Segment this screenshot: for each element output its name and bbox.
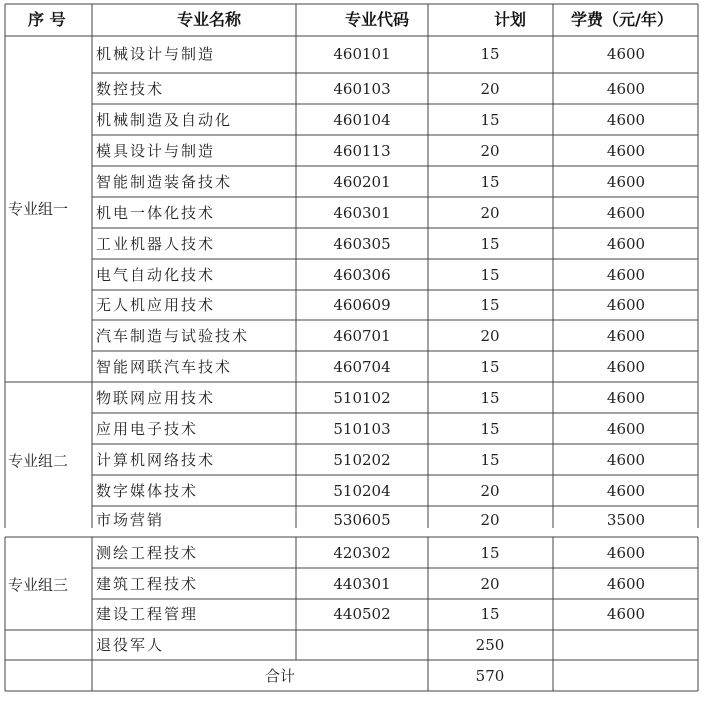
major-fee: 4600 (606, 296, 646, 314)
major-plan: 15 (480, 296, 500, 314)
major-plan: 15 (480, 266, 500, 284)
total-label: 合计 (264, 667, 296, 685)
major-code: 460701 (333, 327, 391, 345)
major-fee: 4600 (606, 327, 646, 345)
major-code: 510202 (333, 451, 391, 469)
header-name: 专业名称 (177, 10, 242, 29)
major-code: 510102 (333, 389, 391, 407)
major-fee: 4600 (606, 111, 646, 129)
major-code: 460201 (333, 173, 391, 191)
major-code: 440301 (333, 575, 391, 593)
major-code: 460306 (333, 266, 391, 284)
major-name: 智能制造装备技术 (96, 173, 233, 191)
major-fee: 4600 (606, 605, 646, 623)
major-plan: 15 (480, 358, 500, 376)
major-code: 460104 (333, 111, 391, 129)
group-label: 专业组一 (8, 200, 69, 218)
major-name: 计算机网络技术 (96, 451, 216, 469)
major-fee: 4600 (606, 80, 646, 98)
major-plan: 20 (480, 482, 500, 500)
major-code: 460101 (333, 45, 391, 63)
major-fee: 4600 (606, 173, 646, 191)
major-name: 智能网联汽车技术 (96, 358, 233, 376)
major-code: 510204 (333, 482, 391, 500)
major-plan: 15 (480, 451, 500, 469)
major-plan: 20 (480, 511, 500, 529)
header-fee: 学费（元/年） (571, 10, 673, 29)
major-name: 市场营销 (96, 511, 165, 529)
major-code: 460301 (333, 204, 391, 222)
major-name: 模具设计与制造 (96, 142, 216, 160)
major-plan: 15 (480, 235, 500, 253)
major-name: 机电一体化技术 (96, 204, 216, 222)
major-fee: 4600 (606, 482, 646, 500)
veterans-plan: 250 (475, 636, 505, 654)
major-fee: 4600 (606, 451, 646, 469)
major-fee: 4600 (606, 142, 646, 160)
major-name: 机械设计与制造 (96, 45, 216, 63)
major-code: 460305 (333, 235, 391, 253)
major-name: 数字媒体技术 (96, 482, 199, 500)
group-label: 专业组三 (8, 576, 69, 594)
major-code: 460103 (333, 80, 391, 98)
major-code: 530605 (333, 511, 391, 529)
major-plan: 15 (480, 111, 500, 129)
major-fee: 4600 (606, 389, 646, 407)
major-plan: 20 (480, 575, 500, 593)
major-plan: 20 (480, 327, 500, 345)
major-plan: 15 (480, 173, 500, 191)
major-plan: 15 (480, 389, 500, 407)
major-plan: 15 (480, 420, 500, 438)
group-label: 专业组二 (8, 452, 69, 470)
major-name: 无人机应用技术 (96, 296, 216, 314)
major-name: 工业机器人技术 (96, 235, 216, 253)
major-name: 应用电子技术 (96, 420, 199, 438)
major-fee: 4600 (606, 544, 646, 562)
major-fee: 4600 (606, 235, 646, 253)
header-code: 专业代码 (345, 10, 410, 29)
major-plan: 20 (480, 142, 500, 160)
major-code: 460113 (333, 142, 391, 160)
major-code: 440502 (333, 605, 391, 623)
major-plan: 20 (480, 204, 500, 222)
major-plan: 15 (480, 45, 500, 63)
veterans-label: 退役军人 (96, 636, 165, 654)
major-code: 460609 (333, 296, 391, 314)
major-name: 汽车制造与试验技术 (96, 327, 250, 345)
major-code: 460704 (333, 358, 391, 376)
major-name: 机械制造及自动化 (96, 111, 233, 129)
major-plan: 15 (480, 605, 500, 623)
header-plan: 计划 (494, 10, 527, 29)
major-fee: 4600 (606, 575, 646, 593)
major-code: 420302 (333, 544, 391, 562)
major-name: 数控技术 (96, 80, 165, 98)
major-fee: 4600 (606, 420, 646, 438)
major-name: 物联网应用技术 (96, 389, 216, 407)
major-name: 建筑工程技术 (96, 575, 199, 593)
major-plan: 15 (480, 544, 500, 562)
major-fee: 4600 (606, 266, 646, 284)
header-index: 序 号 (28, 10, 66, 29)
major-name: 电气自动化技术 (96, 266, 216, 284)
major-plan: 20 (480, 80, 500, 98)
major-fee: 3500 (606, 511, 646, 529)
major-fee: 4600 (606, 204, 646, 222)
major-fee: 4600 (606, 45, 646, 63)
major-name: 测绘工程技术 (96, 544, 199, 562)
total-plan: 570 (475, 667, 505, 685)
major-code: 510103 (333, 420, 391, 438)
major-fee: 4600 (606, 358, 646, 376)
major-name: 建设工程管理 (96, 605, 199, 623)
